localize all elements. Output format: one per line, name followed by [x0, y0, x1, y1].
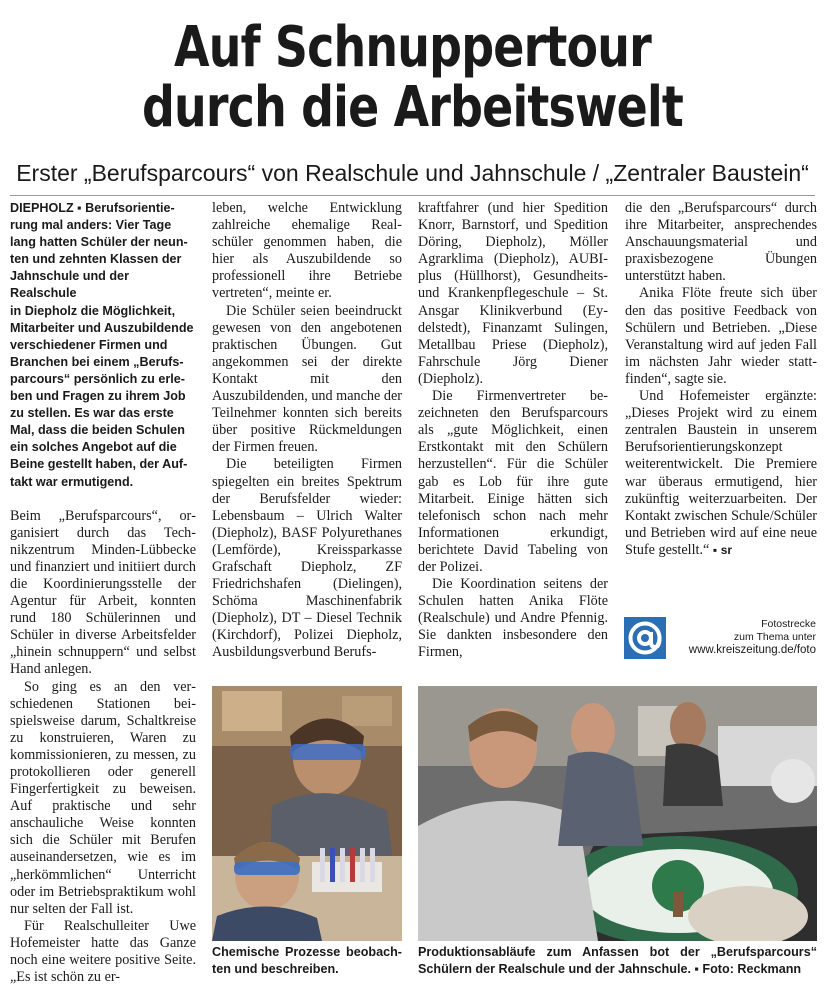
- lead-line: rung mal anders: Vier Tage: [10, 218, 172, 233]
- caption-square-icon: ▪: [694, 962, 699, 976]
- paragraph: Für Realschulleiter Uwe Hofemeister hatte das Ganze noch eine weitere positive Seite. „Es ist schön zu er-: [10, 917, 196, 986]
- lead-text: [10, 201, 194, 489]
- paragraph: Die Schüler seien beeindruckt gewesen von den angebotenen praktischen Übungen. Gut angekommen sei der direkte Kontakt mit den Auszubildenden, und manche der Teilnehmer konnten sich bereits über positive Rückmeldungen der Firmen freuen.: [212, 302, 402, 456]
- paragraph: Anika Flöte freute sich über den das positive Feedback von Schülern und Betrieben. „Diese Veranstaltung wird auf jeden Fall im nächsten Jahr wieder stattfinden“, sagte sie.: [625, 285, 817, 387]
- caption-right-text: Produktionsabläufe zum Anfassen bot der „Berufsparcours“ Schülern der Realschule und der Jahnschule.: [418, 945, 817, 976]
- paragraph: [625, 388, 817, 559]
- column-1: [10, 200, 196, 986]
- lead-line: verschiedener Firmen und: [10, 337, 168, 352]
- paragraph: Beim „Berufsparcours“, organisiert durch das Technikzentrum Minden-Lübbecke und finanziert und initiiert durch die Koordinierungsstelle der Agentur für Arbeit, konnten rund 180 Schülerinnen und Schüler in diverse Arbeitsfelder „hinein schnuppern“ und selbst Hand anlegen.: [10, 507, 196, 678]
- lead-line: Jahnschule und der Realschule: [10, 269, 129, 301]
- headline-line-2: durch die Arbeitswelt: [141, 75, 684, 140]
- lead-line: ten und zehnten Klassen der: [10, 252, 182, 267]
- paragraph: Die beteiligten Firmen spiegelten ein breites Spektrum der Berufsfelder wieder: Lebensbaum – Ulrich Walter (Diepholz), BASF Polyurethanes (Lemförde), Kreissparkasse Grafschaft Diepholz, ZF Friedrichshafen (Dielingen), Schöma Maschinenfabrik (Diepholz), DT – Diesel Technik (Kirchdorf), Polizei Diepholz, Ausbildungsverbund Berufs-: [212, 456, 402, 661]
- infobox-line-1: Fotostrecke: [761, 618, 816, 630]
- photo-production: [418, 686, 817, 941]
- infobox-text: [689, 618, 816, 657]
- photo-production-illustration: [418, 686, 817, 941]
- lead-line: lang hatten Schüler der neun-: [10, 235, 188, 250]
- caption-left: Chemische Prozesse beobachten und beschreiben.: [212, 945, 402, 976]
- photo-chemistry-illustration: [212, 686, 402, 941]
- top-rule: [10, 195, 815, 196]
- dateline: DIEPHOLZ: [10, 201, 74, 215]
- paragraph: die den „Berufsparcours“ durch ihre Mitarbeiter, ansprechendes Anschauungsmaterial und praxisbezogene Übungen unterstützt haben.: [625, 200, 817, 285]
- lead-line: in Diepholz die Möglichkeit,: [10, 303, 176, 318]
- photo-gallery-infobox[interactable]: [624, 617, 816, 663]
- lead-line: takt war ermutigend.: [10, 474, 134, 489]
- headline-line-1: Auf Schnuppertour: [173, 15, 651, 80]
- lead-line: Branchen bei einem „Berufs-: [10, 354, 184, 369]
- quote-text: Und Hofemeister ergänzte: „Dieses Projekt wird zu einem zentralen Baustein in unserem Berufsorientierungskonzept weiterentwickelt. Die Premiere war überaus ermutigend, hier zukünftig weiterzuarbeiten. Der Kontakt zwischen Schule/Schüler und Betrieben wird auf eine neue Stufe gestellt.“: [625, 388, 817, 558]
- lead-line: ben und Fragen zu ihrem Job: [10, 389, 186, 404]
- paragraph: Die Koordination seitens der Schulen hatten Anika Flöte (Realschule) und Andre Pfennig. Sie dankten insbesondere den Firmen,: [418, 576, 608, 661]
- at-sign-icon: [624, 617, 666, 659]
- photo-chemistry: [212, 686, 402, 941]
- column-2: [212, 200, 402, 662]
- photo-credit: Foto: Reckmann: [702, 962, 802, 976]
- author-initials: sr: [720, 542, 733, 557]
- lead-line: parcours“ persönlich zu erle-: [10, 371, 185, 386]
- lead-line: Berufsorientie-: [85, 201, 175, 215]
- lead-line: Mitarbeiter und Auszubildende: [10, 320, 194, 335]
- lead-line: Beine gestellt haben, der Auf-: [10, 457, 188, 472]
- lead-paragraph: [10, 200, 196, 491]
- dateline-square-icon: ▪: [77, 201, 82, 215]
- infobox-line-2: zum Thema unter: [733, 631, 816, 643]
- headline: [74, 15, 751, 140]
- column-4: [625, 200, 817, 559]
- paragraph: kraftfahrer (und hier Spedition Knorr, Barnstorf, und Spedition Döring, Diepholz), Möller Agrarklima (Diepholz), AUBI-plus (Hüllhorst), Gesundheits- und Krankenpflegeschule – St. Ansgar Klinikverbund (Eydelstedt), Finanzamt Sulingen, Metallbau Priese (Diepholz), Fahrschule Jörg Diener (Diepholz).: [418, 200, 608, 387]
- column-3: [418, 200, 608, 662]
- lead-line: Mal, dass die beiden Schulen: [10, 423, 185, 438]
- paragraph: Die Firmenvertreter bezeichneten den Berufsparcours als „gute Möglichkeit, einen Erstkontakt mit den Schülern herzustellen“. Für die Schüler gab es Lob für ihre gute Mitarbeit. Einige hätten sich telefonisch schon nach mehr Informationen erkundigt, berichtete David Tabeling von der Polizei.: [418, 388, 608, 575]
- paragraph: leben, welche Entwicklung zahlreiche ehemalige Realschüler genommen haben, die hier als Auszubildende so professionell ihre Betriebe vertreten“, meinte er.: [212, 200, 402, 302]
- subheadline: Erster „Berufsparcours“ von Realschule und Jahnschule / „Zentraler Baustein“: [16, 160, 809, 186]
- lead-line: ein solches Angebot auf die: [10, 440, 177, 455]
- lead-line: zu stellen. Es war das erste: [10, 406, 174, 421]
- caption-right: [418, 944, 817, 978]
- infobox-url[interactable]: www.kreiszeitung.de/foto: [688, 644, 816, 656]
- end-square-icon: ▪: [712, 542, 718, 557]
- paragraph: So ging es an den verschiedenen Stationen beispielsweise darum, Schaltkreise zu konstruieren, Waren zu kommissionieren, zu messen, zu protokollieren oder generell Fingerfertigkeit zu beweisen. Auf praktische und sehr anschauliche Weise konnten sich die Schüler mit Berufen auseinandersetzen, wie es im „herkömmlichen“ Unterricht oder im Betriebspraktikum wohl nur selten der Fall ist.: [10, 678, 196, 917]
